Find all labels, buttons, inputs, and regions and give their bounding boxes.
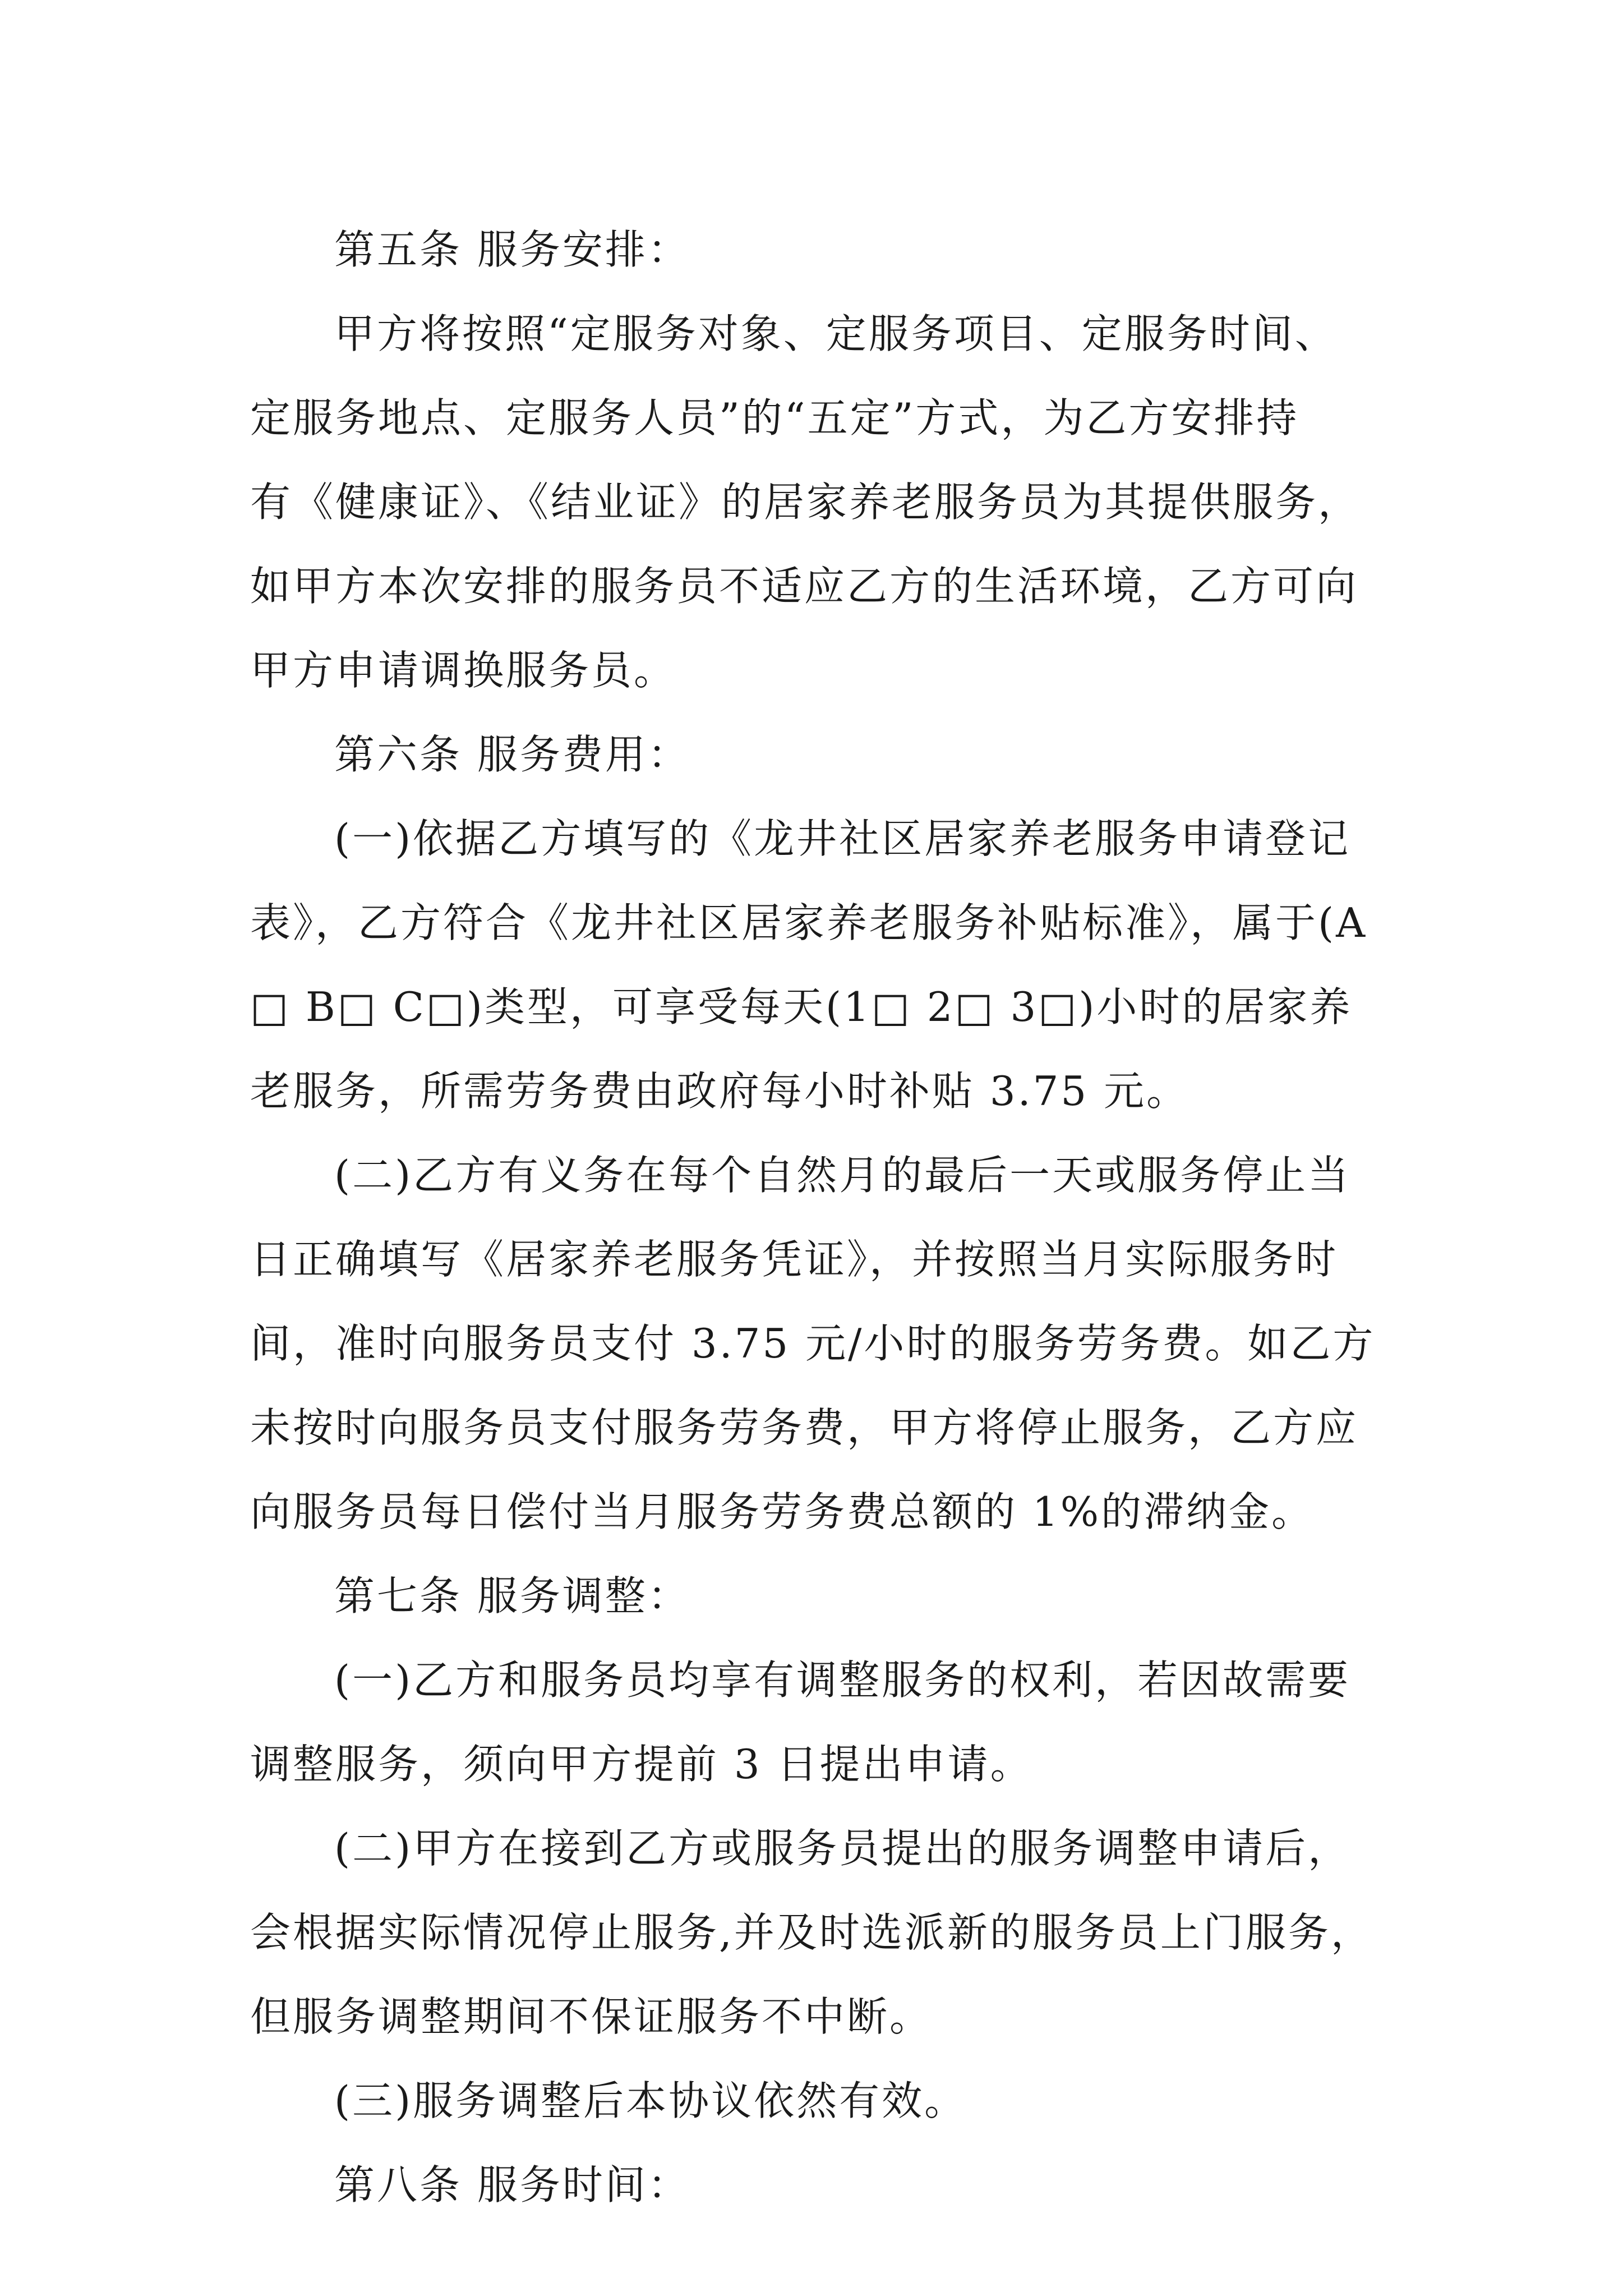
paragraph-line: (二)乙方有义务在每个自然月的最后一天或服务停止当 <box>334 1152 1351 1199</box>
paragraph-line: 有《健康证》、《结业证》的居家养老服务员为其提供服务， <box>250 478 1361 526</box>
paragraph-line: 未按时向服务员支付服务劳务费，甲方将停止服务，乙方应 <box>250 1404 1359 1451</box>
paragraph-line: (一)乙方和服务员均享有调整服务的权利，若因故需要 <box>334 1657 1351 1704</box>
article-7-heading: 第七条 服务调整： <box>334 1572 690 1619</box>
paragraph-line: 如甲方本次安排的服务员不适应乙方的生活环境，乙方可向 <box>250 563 1359 610</box>
article-8-heading: 第八条 服务时间： <box>334 2161 690 2208</box>
paragraph-line: 间，准时向服务员支付 3.75 元/小时的服务劳务费。如乙方 <box>250 1320 1376 1367</box>
paragraph-line: 定服务地点、定服务人员”的“五定”方式，为乙方安排持 <box>250 394 1299 441</box>
paragraph-line: □ B□ C□)类型，可享受每天(1□ 2□ 3□)小时的居家养 <box>250 983 1353 1030</box>
paragraph-line: 表》，乙方符合《龙井社区居家养老服务补贴标准》，属于(A <box>250 899 1368 946</box>
paragraph-line: (二)甲方在接到乙方或服务员提出的服务调整申请后， <box>334 1825 1351 1872</box>
article-6-heading: 第六条 服务费用： <box>334 731 690 778</box>
paragraph-line: 但服务调整期间不保证服务不中断。 <box>250 1993 933 2040</box>
paragraph-line: 老服务，所需劳务费由政府每小时补贴 3.75 元。 <box>250 1068 1189 1115</box>
paragraph-line: 向服务员每日偿付当月服务劳务费总额的 1%的滞纳金。 <box>250 1488 1315 1535</box>
paragraph-line: 甲方将按照“定服务对象、定服务项目、定服务时间、 <box>334 310 1338 357</box>
paragraph-line: 会根据实际情况停止服务,并及时选派新的服务员上门服务， <box>250 1909 1373 1956</box>
paragraph-line: (三)服务调整后本协议依然有效。 <box>334 2077 967 2124</box>
paragraph-line: (一)依据乙方填写的《龙井社区居家养老服务申请登记 <box>334 815 1351 862</box>
paragraph-line: 日正确填写《居家养老服务凭证》，并按照当月实际服务时 <box>250 1236 1339 1283</box>
paragraph-line: 调整服务，须向甲方提前 3 日提出申请。 <box>250 1741 1033 1788</box>
document-body <box>250 208 1389 2227</box>
paragraph-line: 甲方申请调换服务员。 <box>250 647 677 694</box>
article-5-heading: 第五条 服务安排： <box>334 226 690 273</box>
